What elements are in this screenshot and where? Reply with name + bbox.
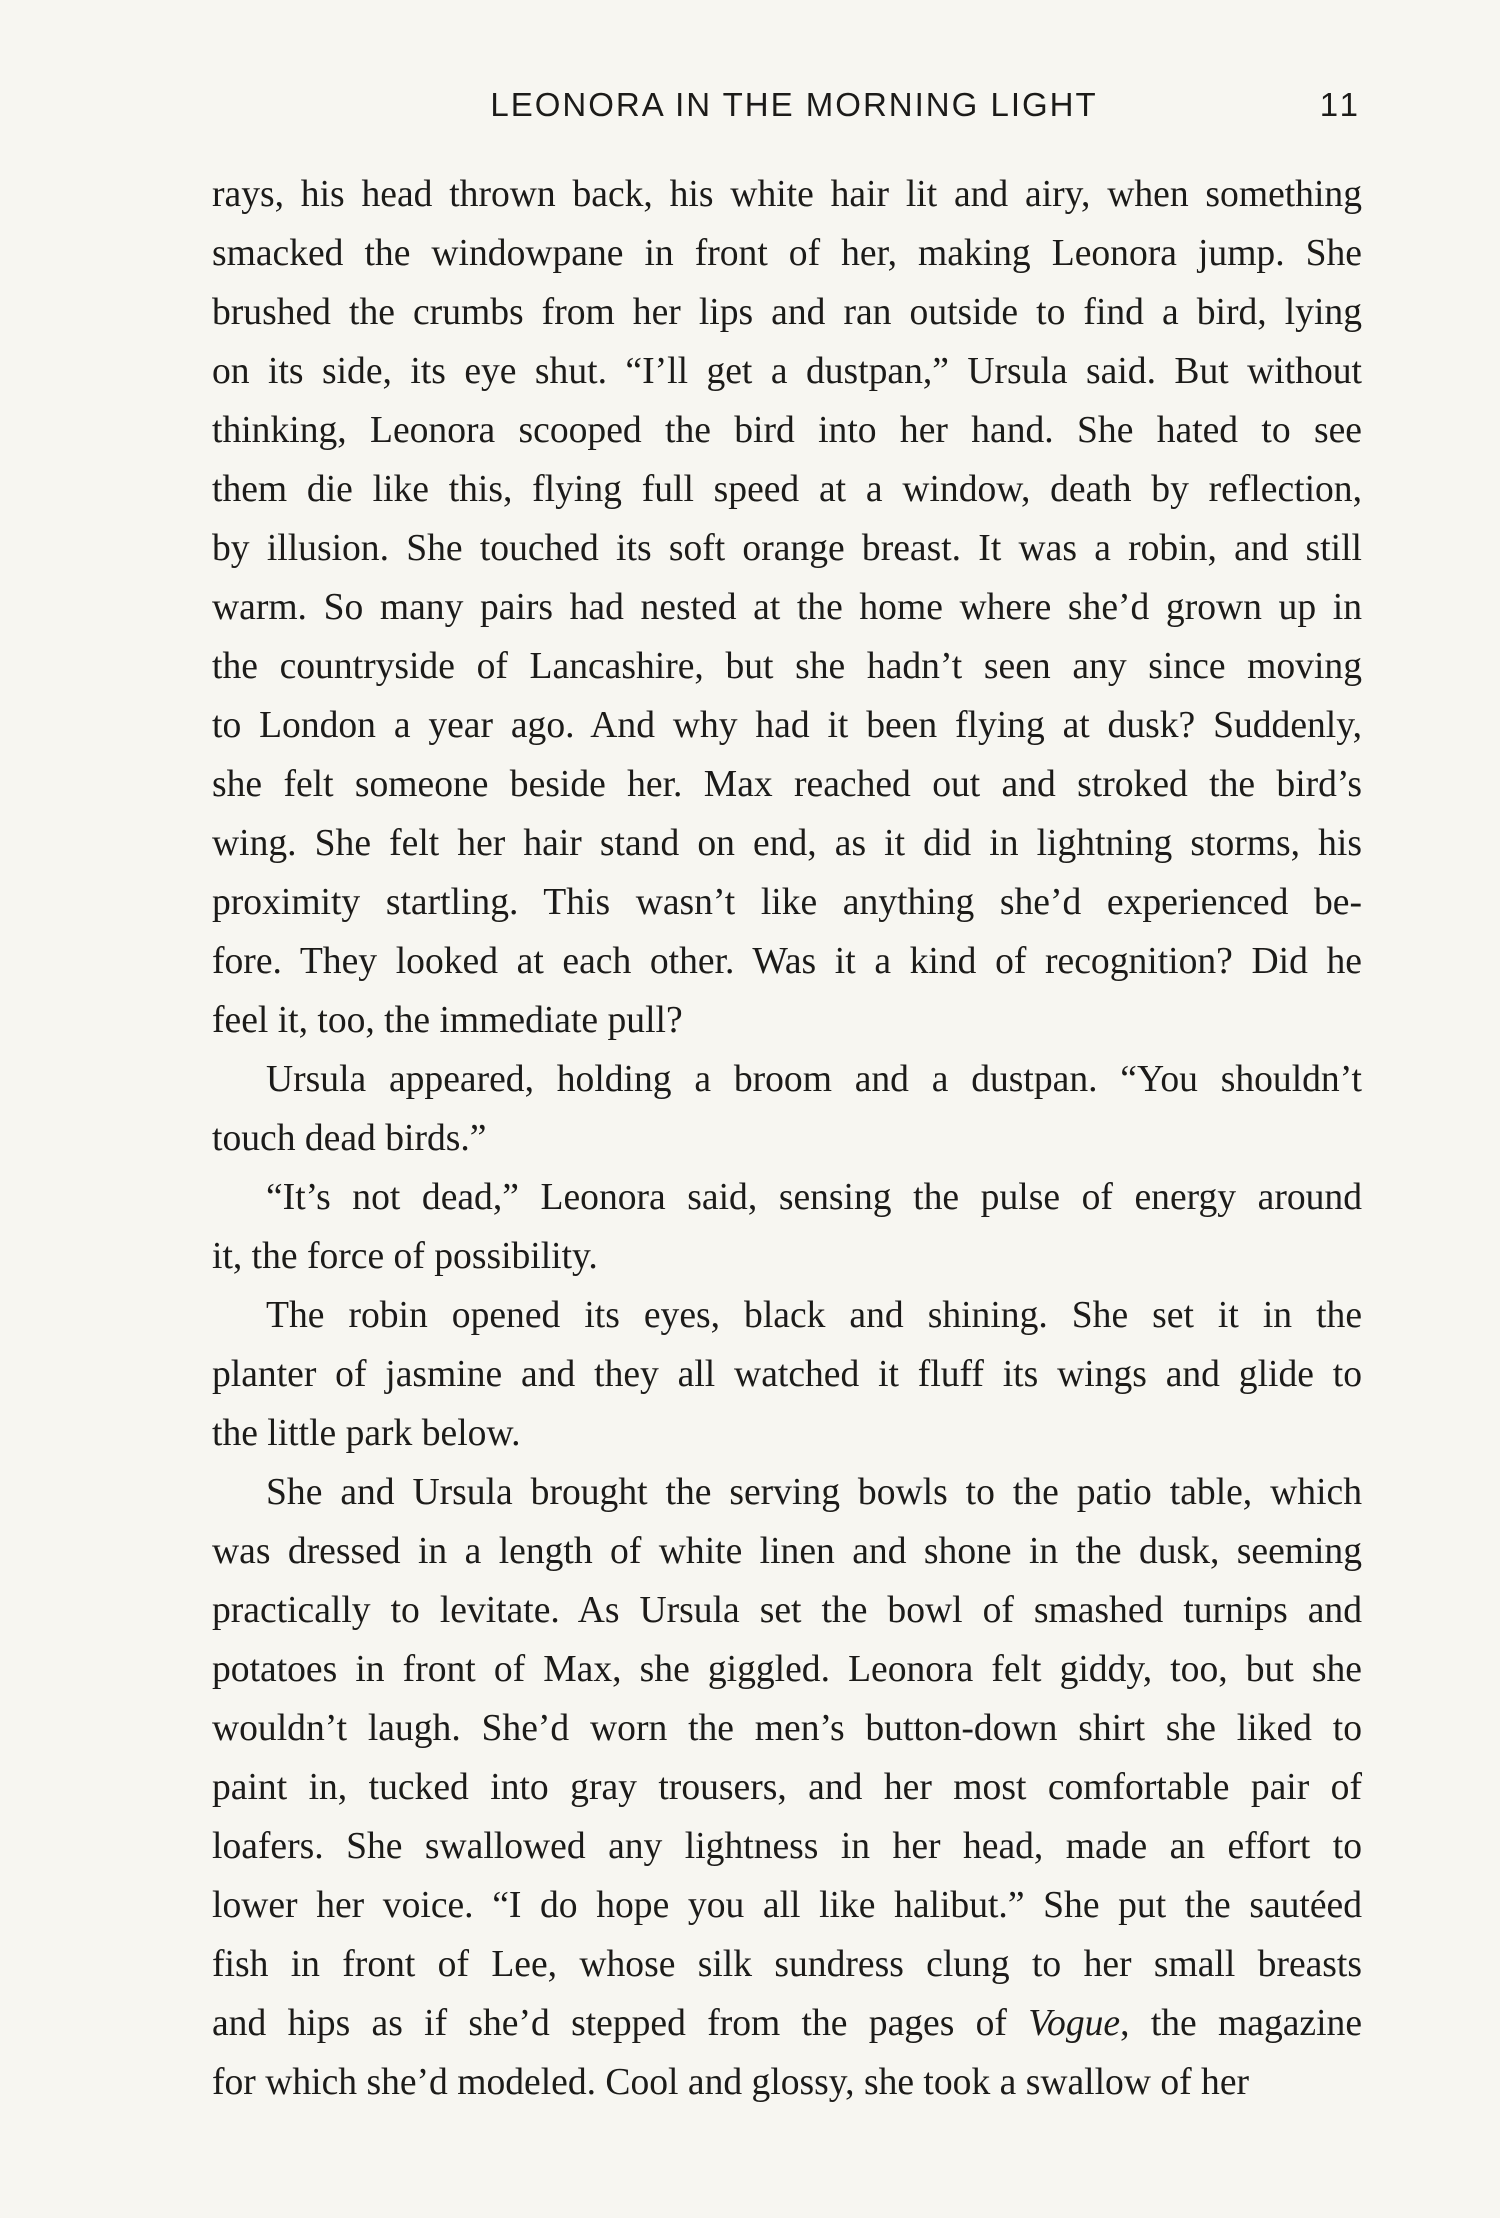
text-line: proximity startling. This wasn’t like anything she’d experienced be- [212,882,1362,923]
text-line: warm. So many pairs had nested at the home where she’d grown up in [212,587,1362,628]
text-line: The robin opened its eyes, black and shining. She set it in the [266,1295,1362,1336]
running-title: LEONORA IN THE MORNING LIGHT [490,86,1098,123]
text-line: it, the force of possibility. [212,1236,598,1277]
paragraph [212,1168,1362,1286]
running-head [212,80,1362,130]
text-line: touch dead birds.” [212,1118,487,1159]
paragraph [212,165,1362,1050]
text-line: lower her voice. “I do hope you all like halibut.” She put the sautéed [212,1885,1362,1926]
text-line: brushed the crumbs from her lips and ran outside to find a bird, lying [212,292,1362,333]
paragraph [212,1286,1362,1463]
text-line: She and Ursula brought the serving bowls to the patio table, which [266,1472,1362,1513]
text-line: potatoes in front of Max, she giggled. Leonora felt giddy, too, but she [212,1649,1362,1690]
text-line: wing. She felt her hair stand on end, as it did in lightning storms, his [212,823,1362,864]
text-line: thinking, Leonora scooped the bird into her hand. She hated to see [212,410,1362,451]
body-text [212,165,1362,2112]
text-line: planter of jasmine and they all watched it fluff its wings and glide to [212,1354,1362,1395]
text-line: and hips as if she’d stepped from the pages of Vogue, the magazine [212,2003,1362,2044]
page-number: 11 [1319,86,1362,123]
text-line: she felt someone beside her. Max reached out and stroked the bird’s [212,764,1362,805]
text-line: wouldn’t laugh. She’d worn the men’s button-down shirt she liked to [212,1708,1362,1749]
text-line: Ursula appeared, holding a broom and a dustpan. “You shouldn’t [266,1059,1362,1100]
text-line: by illusion. She touched its soft orange breast. It was a robin, and still [212,528,1362,569]
text-line: fish in front of Lee, whose silk sundress clung to her small breasts [212,1944,1362,1985]
text-line: practically to levitate. As Ursula set the bowl of smashed turnips and [212,1590,1362,1631]
text-line: rays, his head thrown back, his white hair lit and airy, when something [212,174,1362,215]
text-line: them die like this, flying full speed at a window, death by reflection, [212,469,1362,510]
text-line: feel it, too, the immediate pull? [212,1000,683,1041]
paragraph [212,1463,1362,2112]
text-line: on its side, its eye shut. “I’ll get a dustpan,” Ursula said. But without [212,351,1362,392]
text-line: paint in, tucked into gray trousers, and her most comfortable pair of [212,1767,1362,1808]
text-line: for which she’d modeled. Cool and glossy, she took a swallow of her [212,2062,1250,2103]
text-line: smacked the windowpane in front of her, making Leonora jump. She [212,233,1362,274]
text-line: “It’s not dead,” Leonora said, sensing the pulse of energy around [266,1177,1362,1218]
text-line: the countryside of Lancashire, but she hadn’t seen any since moving [212,646,1362,687]
text-line: to London a year ago. And why had it been flying at dusk? Suddenly, [212,705,1362,746]
text-line: fore. They looked at each other. Was it a kind of recognition? Did he [212,941,1362,982]
text-line: the little park below. [212,1413,521,1454]
text-line: was dressed in a length of white linen and shone in the dusk, seeming [212,1531,1362,1572]
paragraph [212,1050,1362,1168]
text-line: loafers. She swallowed any lightness in her head, made an effort to [212,1826,1362,1867]
